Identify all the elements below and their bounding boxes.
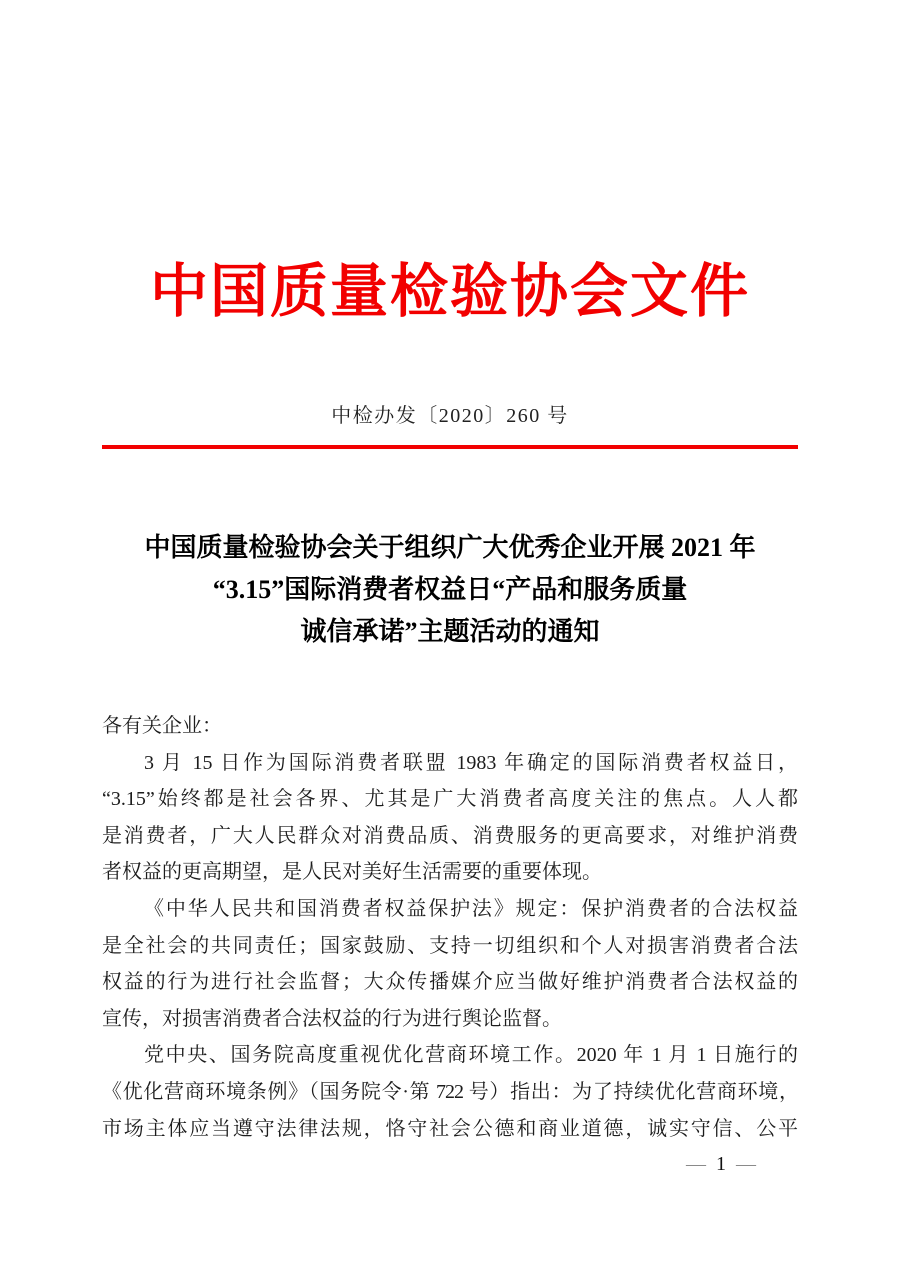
document-body — [102, 708, 798, 1147]
paragraph-2-line-1: 《中华人民共和国消费者权益保护法》规定：保护消费者的合法权益 — [144, 897, 798, 920]
document-number: 中检办发〔2020〕260 号 — [331, 405, 569, 427]
paragraph-3-line-3: 市场主体应当遵守法律法规，恪守社会公德和商业道德，诚实守信、公平 — [102, 1117, 798, 1140]
notice-title-line-3: 诚信承诺”主题活动的通知 — [300, 617, 600, 646]
page-number: 1 — [716, 1153, 726, 1175]
paragraph-1-line-2: “3.15”始终都是社会各界、尤其是广大消费者高度关注的焦点。人人都 — [102, 788, 798, 811]
footer-left-dash: — — [686, 1153, 706, 1175]
paragraph-2-line-2: 是全社会的共同责任；国家鼓励、支持一切组织和个人对损害消费者合法 — [102, 934, 798, 957]
header-divider-line — [102, 445, 798, 449]
paragraph-3-line-2: 《优化营商环境条例》（国务院令·第 722 号）指出：为了持续优化营商环境， — [102, 1080, 798, 1103]
notice-title-line-1: 中国质量检验协会关于组织广大优秀企业开展 2021 年 — [144, 533, 756, 562]
page-footer — [686, 1151, 756, 1177]
paragraph-3-line-1: 党中央、国务院高度重视优化营商环境工作。2020 年 1 月 1 日施行的 — [144, 1044, 798, 1067]
org-header-title: 中国质量检验协会文件 — [149, 259, 750, 324]
paragraph-2-line-4: 宣传，对损害消费者合法权益的行为进行舆论监督。 — [102, 1007, 562, 1030]
notice-title-line-2: “3.15”国际消费者权益日“产品和服务质量 — [212, 575, 688, 604]
paragraph-2-line-3: 权益的行为进行社会监督；大众传播媒介应当做好维护消费者合法权益的 — [102, 971, 798, 994]
salutation: 各有关企业： — [102, 715, 222, 737]
paragraph-1-line-3: 是消费者，广大人民群众对消费品质、消费服务的更高要求，对维护消费 — [102, 824, 798, 847]
footer-right-dash: — — [736, 1153, 756, 1175]
paragraph-1-line-1: 3 月 15 日作为国际消费者联盟 1983 年确定的国际消费者权益日， — [144, 751, 798, 774]
notice-title — [102, 527, 798, 653]
paragraph-1-line-4: 者权益的更高期望，是人民对美好生活需要的重要体现。 — [102, 861, 602, 884]
